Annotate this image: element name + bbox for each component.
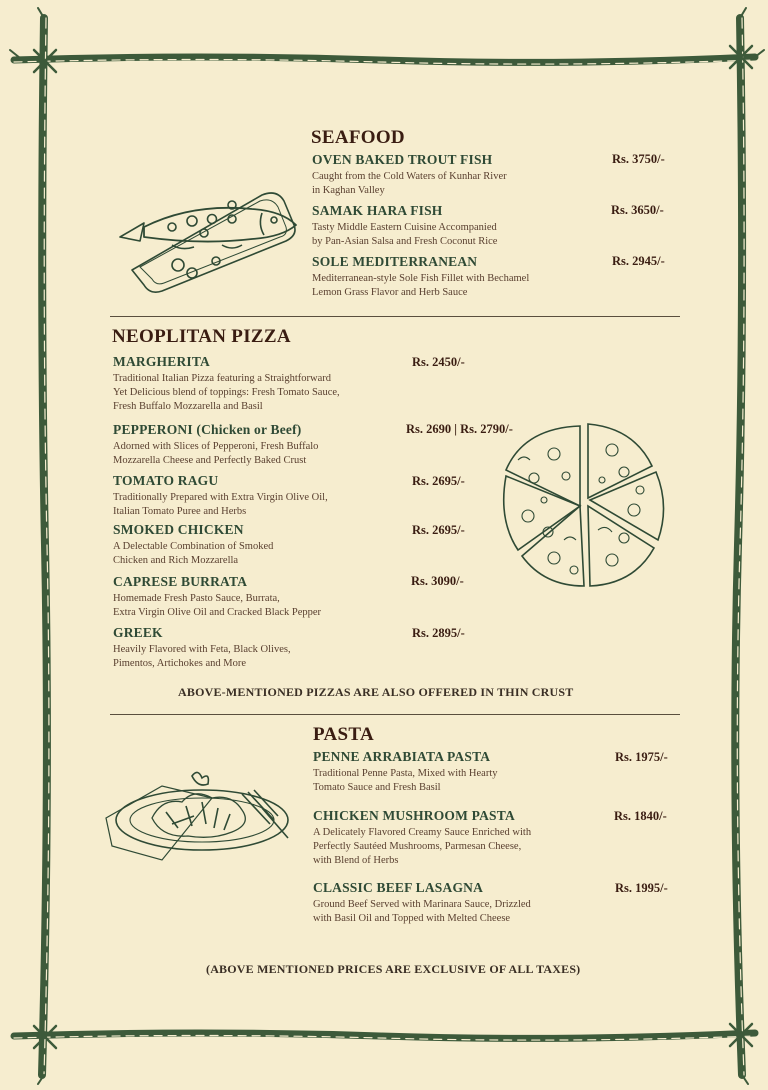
item-description: Heavily Flavored with Feta, Black Olives, Pimentos, Artichokes and More	[113, 644, 291, 669]
item-name: GREEK	[113, 625, 163, 640]
item-description: Tasty Middle Eastern Cuisine Accompanied by Pan-Asian Salsa and Fresh Coconut Rice	[312, 222, 498, 247]
item-description: Traditional Penne Pasta, Mixed with Hearty Tomato Sauce and Fresh Basil	[313, 768, 498, 793]
item-description: Traditionally Prepared with Extra Virgin Olive Oil, Italian Tomato Puree and Herbs	[113, 492, 328, 517]
item-name: TOMATO RAGU	[113, 473, 219, 488]
item-name: PENNE ARRABIATA PASTA	[313, 749, 491, 764]
pizza-illustration	[494, 420, 669, 592]
item-price: Rs. 2690 | Rs. 2790/-	[406, 422, 513, 436]
menu-item	[113, 573, 403, 620]
item-description: Caught from the Cold Waters of Kunhar River in Kaghan Valley	[312, 171, 507, 196]
item-name: SOLE MEDITERRANEAN	[312, 254, 478, 269]
thin-crust-note: ABOVE-MENTIONED PIZZAS ARE ALSO OFFERED IN THIN CRUST	[178, 685, 574, 699]
menu-item	[312, 151, 602, 198]
item-description: A Delicately Flavored Creamy Sauce Enriched with Perfectly Sautéed Mushrooms, Parmesan Cheese, with Blend of Herbs	[313, 827, 532, 866]
item-price: Rs. 1975/-	[615, 750, 668, 764]
pasta-illustration	[102, 768, 292, 866]
item-name: OVEN BAKED TROUT FISH	[312, 152, 493, 167]
item-description: A Delectable Combination of Smoked Chicken and Rich Mozzarella	[113, 541, 274, 566]
taxes-note: (ABOVE MENTIONED PRICES ARE EXCLUSIVE OF ALL TAXES)	[206, 962, 581, 976]
item-price: Rs. 3750/-	[612, 152, 665, 166]
item-name: CAPRESE BURRATA	[113, 574, 248, 589]
item-price: Rs. 2895/-	[412, 626, 465, 640]
menu-item	[113, 521, 403, 568]
item-price: Rs. 2450/-	[412, 355, 465, 369]
item-price: Rs. 3650/-	[611, 203, 664, 217]
item-name: CLASSIC BEEF LASAGNA	[313, 880, 484, 895]
menu-item	[313, 879, 613, 926]
pizza-title: NEOPLITAN PIZZA	[112, 326, 291, 347]
seafood-title: SEAFOOD	[311, 127, 405, 148]
item-description: Ground Beef Served with Marinara Sauce, Drizzled with Basil Oil and Topped with Melted Cheese	[313, 899, 531, 924]
item-name: SMOKED CHICKEN	[113, 522, 244, 537]
section-divider	[110, 714, 680, 715]
item-price: Rs. 1995/-	[615, 881, 668, 895]
item-price: Rs. 2695/-	[412, 523, 465, 537]
item-price: Rs. 2945/-	[612, 254, 665, 268]
item-name: MARGHERITA	[113, 354, 211, 369]
fish-illustration	[112, 175, 302, 295]
item-name: PEPPERONI (Chicken or Beef)	[113, 422, 302, 437]
menu-item	[313, 748, 603, 795]
menu-item	[113, 353, 403, 414]
item-description: Adorned with Slices of Pepperoni, Fresh Buffalo Mozzarella Cheese and Perfectly Baked Crust	[113, 441, 319, 466]
menu-item	[312, 202, 602, 249]
item-description: Traditional Italian Pizza featuring a Straightforward Yet Delicious blend of toppings: Fresh Tomato Sauce, Fresh Buffalo Mozzarella and Basil	[113, 373, 340, 412]
menu-item	[113, 624, 403, 671]
item-name: SAMAK HARA FISH	[312, 203, 443, 218]
item-price: Rs. 2695/-	[412, 474, 465, 488]
item-price: Rs. 3090/-	[411, 574, 464, 588]
menu-item	[312, 253, 612, 300]
item-price: Rs. 1840/-	[614, 809, 667, 823]
menu-item	[113, 472, 403, 519]
menu-item	[313, 807, 613, 868]
menu-item	[113, 421, 403, 468]
pasta-title: PASTA	[313, 724, 374, 745]
item-name: CHICKEN MUSHROOM PASTA	[313, 808, 515, 823]
item-description: Mediterranean-style Sole Fish Fillet with Bechamel Lemon Grass Flavor and Herb Sauce	[312, 273, 530, 298]
item-description: Homemade Fresh Pasto Sauce, Burrata, Extra Virgin Olive Oil and Cracked Black Pepper	[113, 593, 322, 618]
section-divider	[110, 316, 680, 317]
